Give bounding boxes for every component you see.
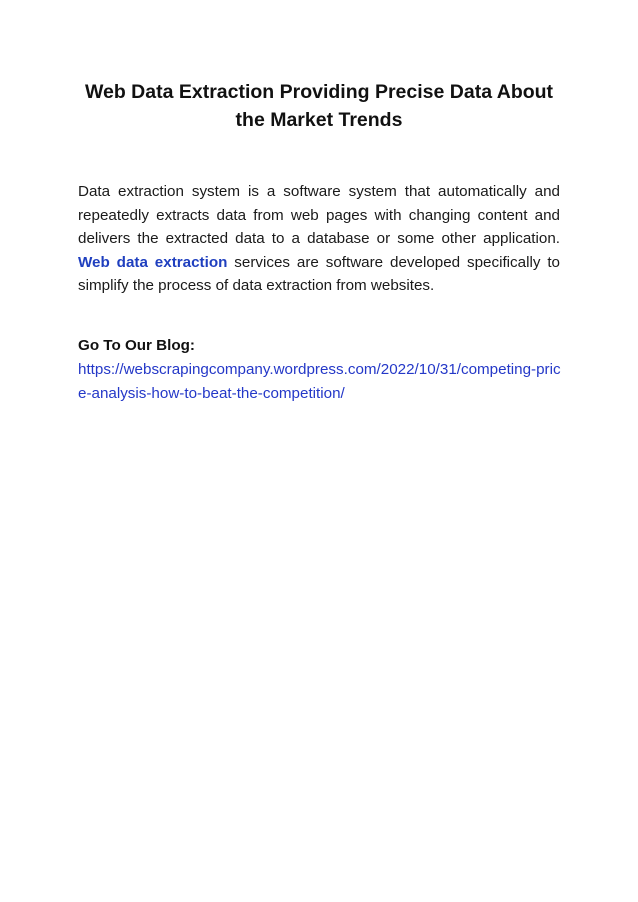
paragraph-text-after-link: services are software developed specifically to simplify the process of data extraction from websites. [78, 253, 560, 294]
web-data-extraction-link[interactable]: Web data extraction [78, 253, 228, 271]
blog-url-link[interactable]: https://webscrapingcompany.wordpress.com/2022/10/31/competing-price-analysis-how-to-beat-the-competition/ [78, 361, 561, 402]
page-title: Web Data Extraction Providing Precise Data About the Market Trends [84, 81, 554, 131]
blog-label: Go To Our Blog: [78, 337, 195, 354]
paragraph-text-before-link: Data extraction system is a software system that automatically and repeatedly extracts data from web pages with changing content and delivers the extracted data to a database or some other application. [78, 183, 560, 247]
body-paragraph [78, 180, 560, 298]
